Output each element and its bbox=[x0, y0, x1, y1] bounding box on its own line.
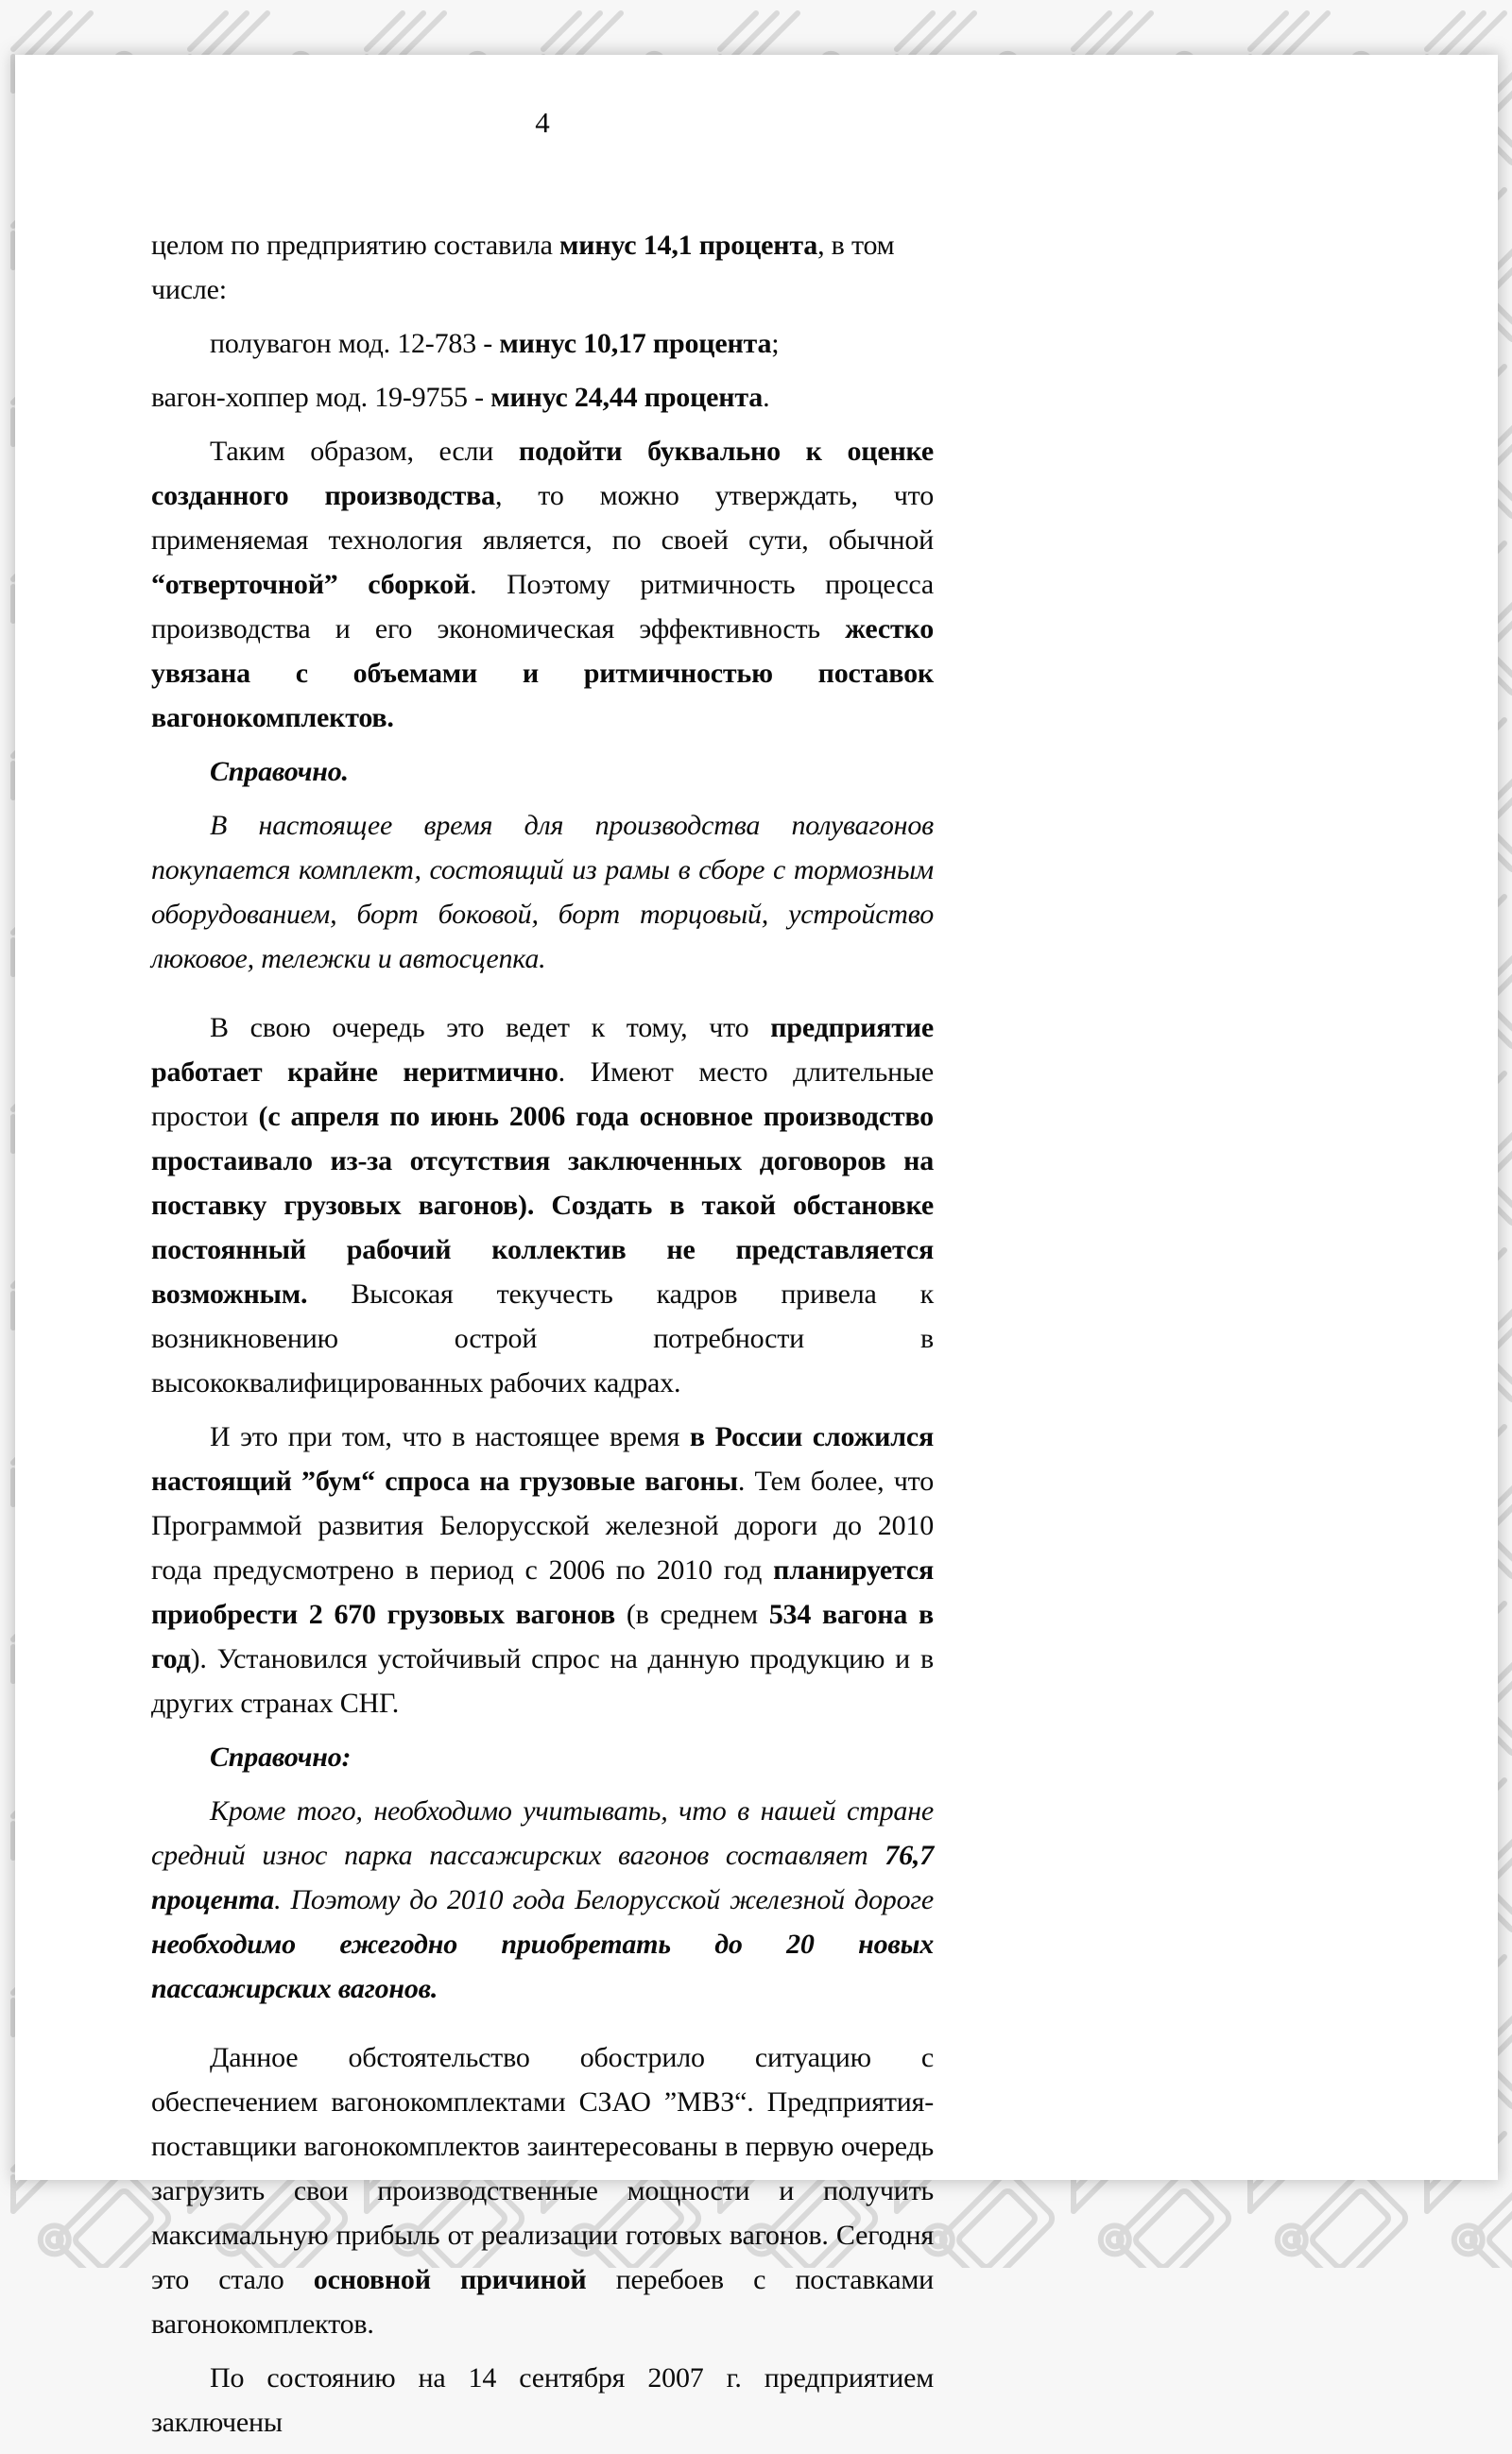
text-run: перебоев с поставками вагонокомплектов. bbox=[151, 2264, 934, 2340]
text-run: Высокая текучесть кадров привела к возникновению острой потребности в высококвалифицированных рабочих кадрах. bbox=[151, 1278, 934, 1399]
paragraph bbox=[151, 2356, 934, 2445]
text-run: . Имеют место длительные простои bbox=[151, 1056, 934, 1132]
paragraph bbox=[151, 1735, 934, 1779]
text-run: В свою очередь это ведет к тому, что bbox=[210, 1012, 771, 1043]
text-run: Таким образом, если bbox=[210, 436, 519, 467]
text-run: Данное обстоятельство обострило ситуацию с обеспечением вагонокомплектами СЗАО ”МВЗ“. Предприятия-поставщики вагонокомплектов заинтересованы в первую очередь загрузить свои производственные мощности и получить максимальную прибыль от реализации готовых вагонов. Сегодня это стало bbox=[151, 2042, 934, 2295]
text-run: жестко увязана с объемами и ритмичностью поставок вагонокомплектов. bbox=[151, 613, 934, 733]
paragraph bbox=[151, 1789, 934, 2011]
text-run: планируется приобрести 2 670 грузовых вагонов bbox=[151, 1554, 934, 1630]
document-page bbox=[15, 55, 1498, 2438]
text-run: ). Установился устойчивый спрос на данную продукцию и в других странах СНГ. bbox=[151, 1643, 934, 1719]
paragraph bbox=[151, 223, 934, 312]
text-run: основной причиной bbox=[313, 2264, 587, 2295]
paragraph bbox=[151, 1415, 934, 1725]
text-run: . bbox=[763, 382, 770, 413]
paragraph bbox=[151, 803, 934, 981]
text-run: полувагон мод. 12-783 - bbox=[210, 328, 500, 359]
text-run: “отверточной” сборкой bbox=[151, 569, 471, 600]
text-run: в России сложился настоящий ”бум“ спроса на грузовые вагоны bbox=[151, 1421, 934, 1497]
text-run: необходимо ежегодно приобретать до 20 новых пассажирских вагонов. bbox=[151, 1929, 934, 2004]
text-run: . Поэтому ритмичность процесса производства и его экономическая эффективность bbox=[151, 569, 934, 644]
text-run: целом по предприятию составила bbox=[151, 230, 560, 261]
text-run: (с апреля по июнь 2006 года основное производство простаивало из-за отсутствия заключенных договоров на поставку грузовых вагонов). Создать в такой обстановке постоянный рабочий коллектив не представляется возможным. bbox=[151, 1101, 934, 1310]
page-number: 4 bbox=[535, 106, 550, 139]
text-run: 76,7 процента bbox=[151, 1840, 934, 1915]
text-run: (в среднем bbox=[615, 1599, 769, 1630]
text-run: ; bbox=[771, 328, 780, 359]
text-run: предприятие работает крайне неритмично bbox=[151, 1012, 934, 1088]
text-run: . Поэтому до 2010 года Белорусской железной дороге bbox=[274, 1884, 934, 1915]
text-run: подойти буквально к оценке созданного производства bbox=[151, 436, 934, 511]
paragraph bbox=[151, 2035, 934, 2346]
paragraph bbox=[151, 1005, 934, 1405]
text-run: , в том числе: bbox=[151, 230, 895, 305]
text-run: Справочно. bbox=[210, 756, 349, 787]
paragraph bbox=[151, 429, 934, 740]
text-run: , то можно утверждать, что применяемая технология является, по своей сути, обычной bbox=[151, 480, 934, 556]
text-run: По состоянию на 14 сентября 2007 г. предприятием заключены bbox=[151, 2362, 934, 2438]
text-run: В настоящее время для производства полувагонов покупается комплект, состоящий из рамы в сборе с тормозным оборудованием, борт боковой, борт торцовый, устройство люковое, тележки и автосцепка. bbox=[151, 810, 934, 974]
text-run: И это при том, что в настоящее время bbox=[210, 1421, 690, 1452]
text-run: 534 вагона в год bbox=[151, 1599, 934, 1674]
text-run: . Тем более, что Программой развития Белорусской железной дороги до 2010 года предусмотрено в период с 2006 по 2010 год bbox=[151, 1466, 934, 1586]
text-run: вагон-хоппер мод. 19-9755 - bbox=[151, 382, 491, 413]
document-body bbox=[151, 223, 934, 2454]
text-run: Кроме того, необходимо учитывать, что в нашей стране средний износ парка пассажирских вагонов составляет bbox=[151, 1795, 934, 1871]
paragraph bbox=[151, 749, 934, 794]
paragraph bbox=[151, 375, 934, 420]
text-run: минус 24,44 процента bbox=[490, 382, 764, 413]
text-run: Справочно: bbox=[210, 1742, 352, 1773]
text-run: минус 10,17 процента bbox=[499, 328, 772, 359]
paragraph bbox=[151, 321, 934, 366]
text-run: минус 14,1 процента bbox=[559, 230, 818, 261]
